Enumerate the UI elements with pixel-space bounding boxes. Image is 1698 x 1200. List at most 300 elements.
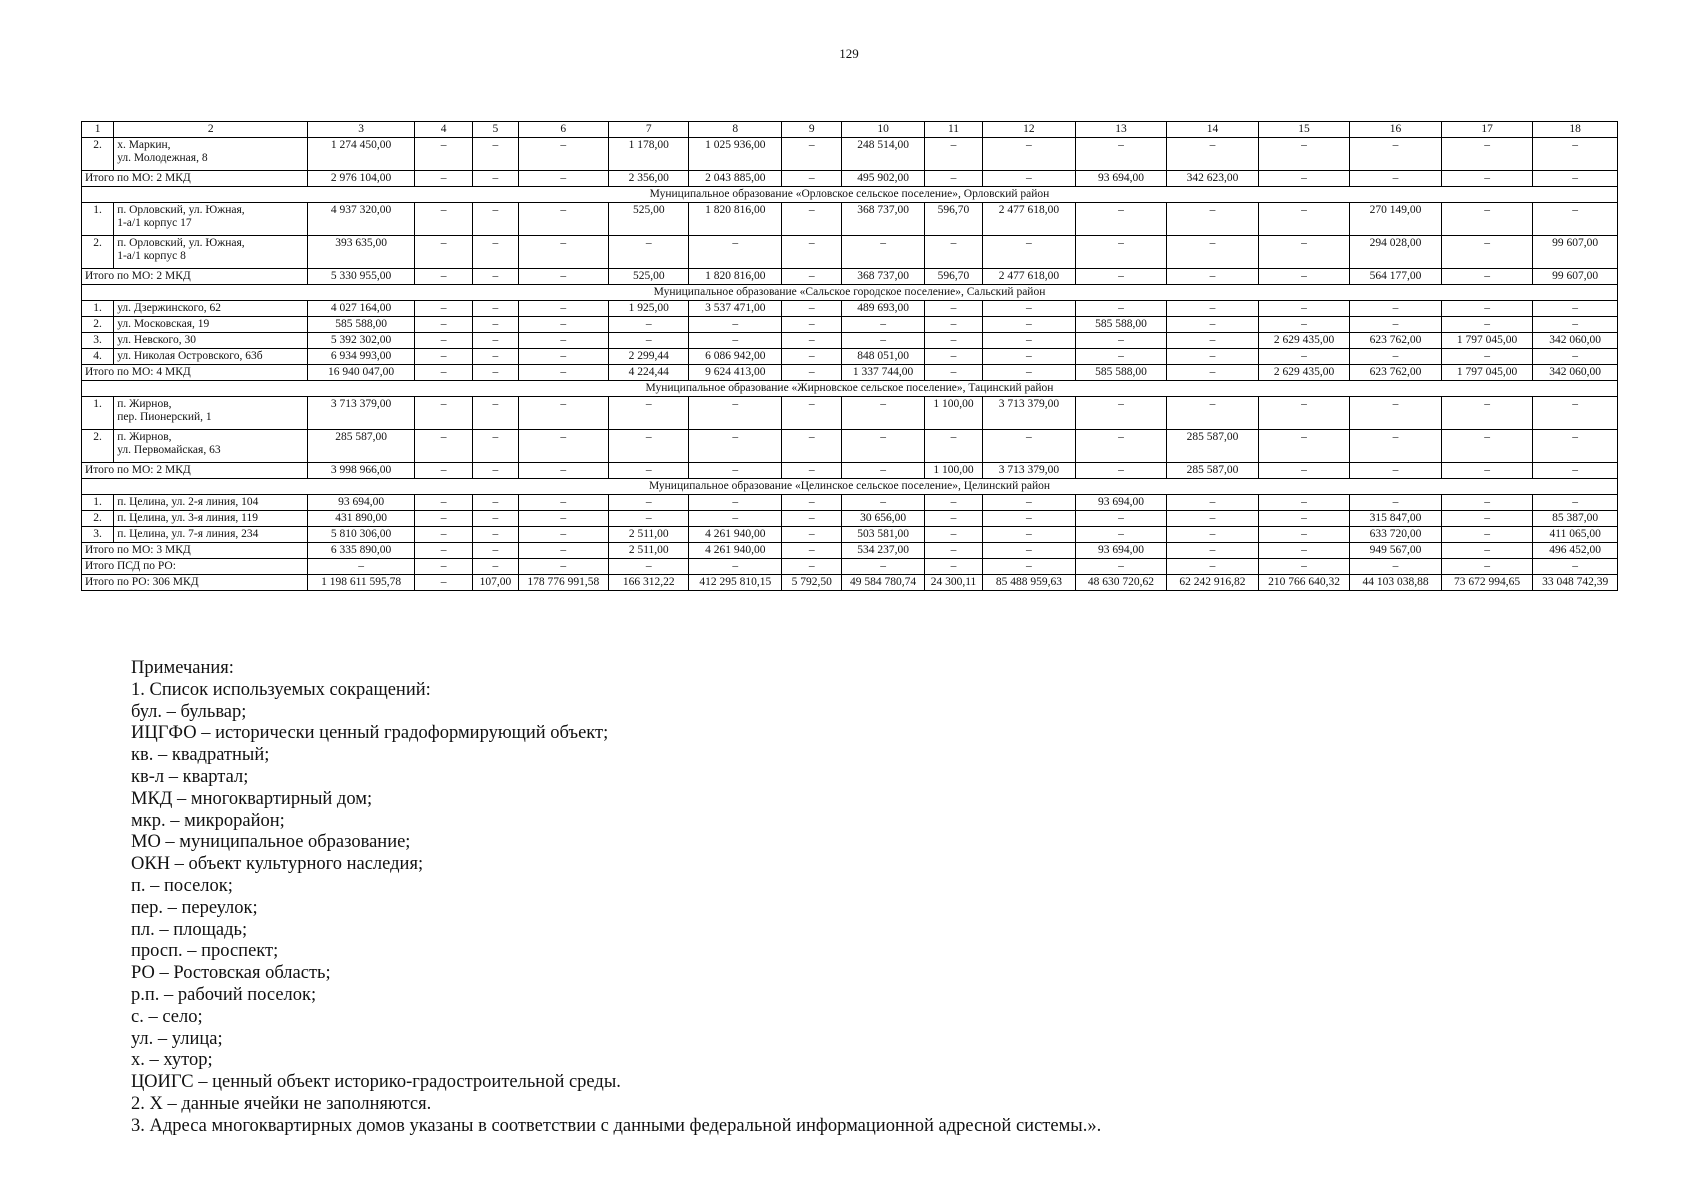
table-cell: – bbox=[473, 495, 518, 511]
note-line: мкр. – микрорайон; bbox=[131, 810, 285, 831]
table-cell: – bbox=[1441, 527, 1533, 543]
table-cell: 585 588,00 bbox=[1075, 365, 1167, 381]
table-cell: – bbox=[983, 138, 1076, 171]
table-cell: – bbox=[1075, 463, 1167, 479]
header-cell: 10 bbox=[842, 122, 924, 138]
table-cell: 1 820 816,00 bbox=[689, 269, 782, 285]
table-cell: – bbox=[782, 511, 842, 527]
table-cell: 2 511,00 bbox=[609, 543, 689, 559]
note-line: пер. – переулок; bbox=[131, 897, 258, 918]
table-cell: – bbox=[518, 171, 609, 187]
address-cell: х. Маркин, ул. Молодежная, 8 bbox=[114, 138, 308, 171]
table-cell: 44 103 038,88 bbox=[1350, 575, 1442, 591]
table-cell: – bbox=[473, 543, 518, 559]
table-cell: – bbox=[1258, 430, 1350, 463]
table-cell: – bbox=[308, 559, 415, 575]
table-cell: 285 587,00 bbox=[1167, 430, 1259, 463]
budget-table bbox=[81, 121, 1618, 591]
table-cell: – bbox=[782, 430, 842, 463]
table-cell: – bbox=[414, 463, 472, 479]
table-cell: – bbox=[983, 495, 1076, 511]
table-cell: – bbox=[414, 527, 472, 543]
table-row bbox=[82, 317, 1618, 333]
table-cell: – bbox=[609, 463, 689, 479]
table-cell: – bbox=[518, 301, 609, 317]
table-cell: – bbox=[1167, 138, 1259, 171]
table-cell: 33 048 742,39 bbox=[1533, 575, 1618, 591]
table-cell: – bbox=[1258, 543, 1350, 559]
table-cell: – bbox=[473, 269, 518, 285]
table-cell: 30 656,00 bbox=[842, 511, 924, 527]
table-cell: 342 060,00 bbox=[1533, 365, 1618, 381]
table-cell: – bbox=[473, 236, 518, 269]
table-cell: – bbox=[1167, 365, 1259, 381]
table-row bbox=[82, 527, 1618, 543]
note-line: просп. – проспект; bbox=[131, 941, 279, 962]
table-cell: – bbox=[842, 463, 924, 479]
table-cell: – bbox=[414, 430, 472, 463]
table-cell: 210 766 640,32 bbox=[1258, 575, 1350, 591]
row-number-cell: 1. bbox=[82, 301, 114, 317]
table-cell: – bbox=[689, 463, 782, 479]
table-cell: – bbox=[1533, 301, 1618, 317]
table-cell: – bbox=[414, 365, 472, 381]
table-row bbox=[82, 495, 1618, 511]
header-cell: 14 bbox=[1167, 122, 1259, 138]
section-header-row bbox=[82, 381, 1618, 397]
table-cell: 1 025 936,00 bbox=[689, 138, 782, 171]
subtotal-label: Итого ПСД по РО: bbox=[82, 559, 308, 575]
table-cell: – bbox=[1167, 511, 1259, 527]
table-cell: 248 514,00 bbox=[842, 138, 924, 171]
header-cell: 12 bbox=[983, 122, 1076, 138]
table-cell: – bbox=[782, 397, 842, 430]
table-cell: – bbox=[473, 349, 518, 365]
table-cell: 412 295 810,15 bbox=[689, 575, 782, 591]
address-cell: п. Орловский, ул. Южная, 1-а/1 корпус 8 bbox=[114, 236, 308, 269]
table-cell: – bbox=[1441, 511, 1533, 527]
row-number-cell: 2. bbox=[82, 138, 114, 171]
table-cell: – bbox=[473, 171, 518, 187]
table-cell: – bbox=[924, 559, 982, 575]
table-cell: 368 737,00 bbox=[842, 203, 924, 236]
table-cell: – bbox=[1350, 171, 1442, 187]
note-line: ЦОИГС – ценный объект историко-градостроительной среды. bbox=[131, 1072, 621, 1093]
table-cell: – bbox=[414, 349, 472, 365]
table-cell: – bbox=[1441, 495, 1533, 511]
table-cell: – bbox=[1350, 317, 1442, 333]
table-cell: – bbox=[1075, 511, 1167, 527]
table-cell: – bbox=[689, 495, 782, 511]
table-cell: 489 693,00 bbox=[842, 301, 924, 317]
table-row bbox=[82, 236, 1618, 269]
header-cell: 1 bbox=[82, 122, 114, 138]
header-cell: 3 bbox=[308, 122, 415, 138]
table-cell: 342 060,00 bbox=[1533, 333, 1618, 349]
table-cell: 623 762,00 bbox=[1350, 333, 1442, 349]
table-cell: – bbox=[1167, 317, 1259, 333]
table-cell: 596,70 bbox=[924, 203, 982, 236]
table-cell: – bbox=[782, 236, 842, 269]
table-cell: – bbox=[782, 317, 842, 333]
table-cell: 6 335 890,00 bbox=[308, 543, 415, 559]
note-line: 1. Список используемых сокращений: bbox=[131, 679, 431, 700]
table-cell: – bbox=[1075, 269, 1167, 285]
table-cell: – bbox=[924, 333, 982, 349]
table-cell: – bbox=[1167, 301, 1259, 317]
table-cell: – bbox=[782, 543, 842, 559]
table-cell: – bbox=[414, 317, 472, 333]
section-title: Муниципальное образование «Целинское сельское поселение», Целинский район bbox=[82, 479, 1618, 495]
table-cell: – bbox=[1441, 543, 1533, 559]
table-cell: – bbox=[1350, 301, 1442, 317]
table-cell: – bbox=[1167, 269, 1259, 285]
table-cell: 431 890,00 bbox=[308, 511, 415, 527]
table-cell: – bbox=[1167, 543, 1259, 559]
table-cell: – bbox=[842, 559, 924, 575]
table-cell: – bbox=[1350, 463, 1442, 479]
table-cell: – bbox=[609, 511, 689, 527]
table-cell: 368 737,00 bbox=[842, 269, 924, 285]
table-cell: – bbox=[1441, 397, 1533, 430]
table-cell: – bbox=[518, 203, 609, 236]
table-cell: – bbox=[1167, 333, 1259, 349]
table-cell: 342 623,00 bbox=[1167, 171, 1259, 187]
page-number: 129 bbox=[839, 46, 859, 61]
table-row bbox=[82, 349, 1618, 365]
table-cell: 2 043 885,00 bbox=[689, 171, 782, 187]
table-cell: – bbox=[924, 138, 982, 171]
table-cell: – bbox=[518, 527, 609, 543]
table-cell: – bbox=[924, 430, 982, 463]
table-cell: – bbox=[1350, 495, 1442, 511]
table-cell: – bbox=[983, 236, 1076, 269]
note-line: кв-л – квартал; bbox=[131, 766, 249, 787]
table-cell: 3 713 379,00 bbox=[983, 463, 1076, 479]
table-cell: – bbox=[609, 333, 689, 349]
table-cell: 3 713 379,00 bbox=[308, 397, 415, 430]
table-cell: – bbox=[1258, 527, 1350, 543]
section-title: Муниципальное образование «Жирновское сельское поселение», Тацинский район bbox=[82, 381, 1618, 397]
note-line: пл. – площадь; bbox=[131, 919, 248, 940]
table-cell: – bbox=[414, 495, 472, 511]
row-number-cell: 1. bbox=[82, 397, 114, 430]
table-cell: – bbox=[782, 138, 842, 171]
note-line: РО – Ростовская область; bbox=[131, 963, 331, 984]
table-cell: – bbox=[1533, 559, 1618, 575]
table-cell: – bbox=[924, 511, 982, 527]
table-cell: – bbox=[1075, 430, 1167, 463]
table-cell: – bbox=[1441, 301, 1533, 317]
table-cell: 3 998 966,00 bbox=[308, 463, 415, 479]
table-cell: 1 178,00 bbox=[609, 138, 689, 171]
table-cell: – bbox=[414, 301, 472, 317]
table-cell: – bbox=[1075, 559, 1167, 575]
table-cell: – bbox=[1167, 203, 1259, 236]
table-cell: – bbox=[1533, 430, 1618, 463]
table-cell: 585 588,00 bbox=[308, 317, 415, 333]
subtotal-row bbox=[82, 269, 1618, 285]
table-cell: – bbox=[473, 301, 518, 317]
table-cell: 93 694,00 bbox=[1075, 171, 1167, 187]
subtotal-label: Итого по МО: 4 МКД bbox=[82, 365, 308, 381]
table-cell: – bbox=[689, 236, 782, 269]
table-cell: – bbox=[414, 397, 472, 430]
table-cell: 5 330 955,00 bbox=[308, 269, 415, 285]
table-cell: – bbox=[518, 236, 609, 269]
table-row bbox=[82, 511, 1618, 527]
table-cell: 1 274 450,00 bbox=[308, 138, 415, 171]
subtotal-row bbox=[82, 365, 1618, 381]
table-cell: 2 511,00 bbox=[609, 527, 689, 543]
subtotal-label: Итого по МО: 2 МКД bbox=[82, 171, 308, 187]
section-header-row bbox=[82, 285, 1618, 301]
header-cell: 16 bbox=[1350, 122, 1442, 138]
note-line: п. – поселок; bbox=[131, 875, 233, 896]
table-cell: – bbox=[924, 543, 982, 559]
table-cell: 2 976 104,00 bbox=[308, 171, 415, 187]
table-cell: – bbox=[782, 365, 842, 381]
table-cell: – bbox=[1441, 269, 1533, 285]
table-cell: – bbox=[924, 349, 982, 365]
row-number-cell: 2. bbox=[82, 317, 114, 333]
table-row bbox=[82, 333, 1618, 349]
table-cell: 2 299,44 bbox=[609, 349, 689, 365]
note-line: МО – муниципальное образование; bbox=[131, 832, 411, 853]
table-cell: 5 810 306,00 bbox=[308, 527, 415, 543]
row-number-cell: 3. bbox=[82, 333, 114, 349]
table-cell: – bbox=[1441, 236, 1533, 269]
table-cell: – bbox=[1350, 138, 1442, 171]
table-cell: 93 694,00 bbox=[308, 495, 415, 511]
table-cell: – bbox=[518, 543, 609, 559]
table-cell: – bbox=[473, 511, 518, 527]
note-line: ОКН – объект культурного наследия; bbox=[131, 854, 424, 875]
table-cell: 2 629 435,00 bbox=[1258, 365, 1350, 381]
table-cell: 1 198 611 595,78 bbox=[308, 575, 415, 591]
address-cell: ул. Московская, 19 bbox=[114, 317, 308, 333]
table-cell: – bbox=[1258, 511, 1350, 527]
table-cell: 5 792,50 bbox=[782, 575, 842, 591]
table-cell: – bbox=[782, 463, 842, 479]
table-cell: 93 694,00 bbox=[1075, 495, 1167, 511]
table-cell: – bbox=[1167, 495, 1259, 511]
address-cell: ул. Невского, 30 bbox=[114, 333, 308, 349]
table-cell: – bbox=[1258, 559, 1350, 575]
table-cell: 411 065,00 bbox=[1533, 527, 1618, 543]
table-cell: – bbox=[1258, 349, 1350, 365]
table-cell: – bbox=[1167, 559, 1259, 575]
address-cell: п. Целина, ул. 7-я линия, 234 bbox=[114, 527, 308, 543]
table-cell: 2 629 435,00 bbox=[1258, 333, 1350, 349]
table-cell: – bbox=[518, 511, 609, 527]
table-cell: – bbox=[1533, 349, 1618, 365]
table-cell: – bbox=[689, 430, 782, 463]
table-cell: – bbox=[473, 333, 518, 349]
table-cell: – bbox=[924, 527, 982, 543]
address-cell: ул. Дзержинского, 62 bbox=[114, 301, 308, 317]
table-cell: 285 587,00 bbox=[1167, 463, 1259, 479]
address-cell: п. Целина, ул. 3-я линия, 119 bbox=[114, 511, 308, 527]
table-cell: – bbox=[1258, 463, 1350, 479]
note-line: 3. Адреса многоквартирных домов указаны в соответствии с данными федеральной информационной адресной системы.». bbox=[131, 1115, 1102, 1136]
table-cell: 9 624 413,00 bbox=[689, 365, 782, 381]
table-cell: – bbox=[924, 495, 982, 511]
table-cell: 85 387,00 bbox=[1533, 511, 1618, 527]
table-cell: 525,00 bbox=[609, 203, 689, 236]
note-line: р.п. – рабочий поселок; bbox=[131, 984, 317, 1005]
section-title: Муниципальное образование «Орловское сельское поселение», Орловский район bbox=[82, 187, 1618, 203]
table-cell: – bbox=[1258, 171, 1350, 187]
table-cell: – bbox=[1258, 138, 1350, 171]
header-cell: 18 bbox=[1533, 122, 1618, 138]
table-cell: 99 607,00 bbox=[1533, 269, 1618, 285]
table-cell: – bbox=[983, 543, 1076, 559]
table-cell: – bbox=[1075, 333, 1167, 349]
table-cell: – bbox=[782, 333, 842, 349]
table-cell: – bbox=[473, 559, 518, 575]
table-cell: – bbox=[473, 138, 518, 171]
table-cell: 949 567,00 bbox=[1350, 543, 1442, 559]
table-cell: 4 261 940,00 bbox=[689, 543, 782, 559]
table-cell: – bbox=[518, 269, 609, 285]
table-cell: – bbox=[1258, 317, 1350, 333]
header-cell: 11 bbox=[924, 122, 982, 138]
table-cell: – bbox=[782, 171, 842, 187]
note-line: 2. X – данные ячейки не заполняются. bbox=[131, 1093, 432, 1114]
table-cell: 73 672 994,65 bbox=[1441, 575, 1533, 591]
table-cell: – bbox=[924, 301, 982, 317]
table-cell: – bbox=[983, 527, 1076, 543]
table-cell: – bbox=[1075, 203, 1167, 236]
table-cell: – bbox=[414, 269, 472, 285]
table-cell: – bbox=[1167, 397, 1259, 430]
table-cell: 3 537 471,00 bbox=[689, 301, 782, 317]
table-cell: – bbox=[782, 301, 842, 317]
table-cell: – bbox=[414, 171, 472, 187]
table-cell: – bbox=[983, 171, 1076, 187]
table-cell: – bbox=[518, 333, 609, 349]
header-cell: 5 bbox=[473, 122, 518, 138]
table-cell: 107,00 bbox=[473, 575, 518, 591]
table-cell: – bbox=[609, 430, 689, 463]
subtotal-label: Итого по МО: 3 МКД bbox=[82, 543, 308, 559]
table-cell: – bbox=[1258, 269, 1350, 285]
table-cell: – bbox=[983, 365, 1076, 381]
subtotal-row bbox=[82, 171, 1618, 187]
table-cell: 564 177,00 bbox=[1350, 269, 1442, 285]
table-cell: – bbox=[1441, 203, 1533, 236]
table-cell: – bbox=[473, 317, 518, 333]
table-cell: 393 635,00 bbox=[308, 236, 415, 269]
note-line: с. – село; bbox=[131, 1006, 203, 1027]
subtotal-row bbox=[82, 559, 1618, 575]
table-cell: – bbox=[1441, 559, 1533, 575]
table-cell: 1 100,00 bbox=[924, 397, 982, 430]
table-cell: 4 027 164,00 bbox=[308, 301, 415, 317]
section-header-row bbox=[82, 187, 1618, 203]
table-cell: – bbox=[1441, 430, 1533, 463]
note-line: ИЦГФО – исторически ценный градоформирующий объект; bbox=[131, 723, 609, 744]
table-cell: – bbox=[518, 138, 609, 171]
table-cell: – bbox=[1441, 171, 1533, 187]
table-cell: – bbox=[1258, 236, 1350, 269]
table-cell: 534 237,00 bbox=[842, 543, 924, 559]
table-cell: 99 607,00 bbox=[1533, 236, 1618, 269]
row-number-cell: 1. bbox=[82, 495, 114, 511]
table-cell: – bbox=[689, 559, 782, 575]
header-cell: 9 bbox=[782, 122, 842, 138]
table-row bbox=[82, 397, 1618, 430]
table-cell: – bbox=[1350, 397, 1442, 430]
table-cell: – bbox=[983, 511, 1076, 527]
note-line: бул. – бульвар; bbox=[131, 701, 247, 722]
section-header-row bbox=[82, 479, 1618, 495]
table-cell: 1 100,00 bbox=[924, 463, 982, 479]
table-cell: – bbox=[689, 511, 782, 527]
notes-section bbox=[131, 658, 1611, 1138]
table-cell: 285 587,00 bbox=[308, 430, 415, 463]
table-cell: 503 581,00 bbox=[842, 527, 924, 543]
table-cell: – bbox=[1533, 463, 1618, 479]
table-cell: – bbox=[473, 430, 518, 463]
subtotal-label: Итого по РО: 306 МКД bbox=[82, 575, 308, 591]
header-cell: 2 bbox=[114, 122, 308, 138]
table-cell: 62 242 916,82 bbox=[1167, 575, 1259, 591]
table-cell: – bbox=[782, 527, 842, 543]
table-cell: – bbox=[1441, 138, 1533, 171]
subtotal-label: Итого по МО: 2 МКД bbox=[82, 463, 308, 479]
table-cell: – bbox=[983, 349, 1076, 365]
table-cell: – bbox=[983, 559, 1076, 575]
header-cell: 7 bbox=[609, 122, 689, 138]
address-cell: ул. Николая Островского, 63б bbox=[114, 349, 308, 365]
table-cell: – bbox=[842, 430, 924, 463]
table-cell: – bbox=[518, 397, 609, 430]
table-cell: – bbox=[518, 365, 609, 381]
address-cell: п. Жирнов, ул. Первомайская, 63 bbox=[114, 430, 308, 463]
table-cell: 5 392 302,00 bbox=[308, 333, 415, 349]
note-line: ул. – улица; bbox=[131, 1028, 223, 1049]
table-row bbox=[82, 138, 1618, 171]
table-cell: – bbox=[414, 236, 472, 269]
table-cell: 585 588,00 bbox=[1075, 317, 1167, 333]
table-cell: – bbox=[983, 301, 1076, 317]
table-cell: 85 488 959,63 bbox=[983, 575, 1076, 591]
table-cell: 24 300,11 bbox=[924, 575, 982, 591]
table-cell: – bbox=[1167, 349, 1259, 365]
table-cell: 4 937 320,00 bbox=[308, 203, 415, 236]
row-number-cell: 1. bbox=[82, 203, 114, 236]
table-cell: 6 086 942,00 bbox=[689, 349, 782, 365]
table-cell: – bbox=[609, 317, 689, 333]
header-cell: 15 bbox=[1258, 122, 1350, 138]
table-cell: – bbox=[1350, 349, 1442, 365]
table-cell: – bbox=[414, 543, 472, 559]
table-cell: – bbox=[1075, 138, 1167, 171]
table-cell: 16 940 047,00 bbox=[308, 365, 415, 381]
table-cell: 48 630 720,62 bbox=[1075, 575, 1167, 591]
table-cell: 1 797 045,00 bbox=[1441, 333, 1533, 349]
row-number-cell: 2. bbox=[82, 511, 114, 527]
note-line: кв. – квадратный; bbox=[131, 745, 270, 766]
table-cell: – bbox=[473, 203, 518, 236]
subtotal-label: Итого по МО: 2 МКД bbox=[82, 269, 308, 285]
table-cell: – bbox=[1258, 301, 1350, 317]
table-cell: – bbox=[689, 317, 782, 333]
table-cell: – bbox=[924, 236, 982, 269]
table-cell: – bbox=[782, 349, 842, 365]
